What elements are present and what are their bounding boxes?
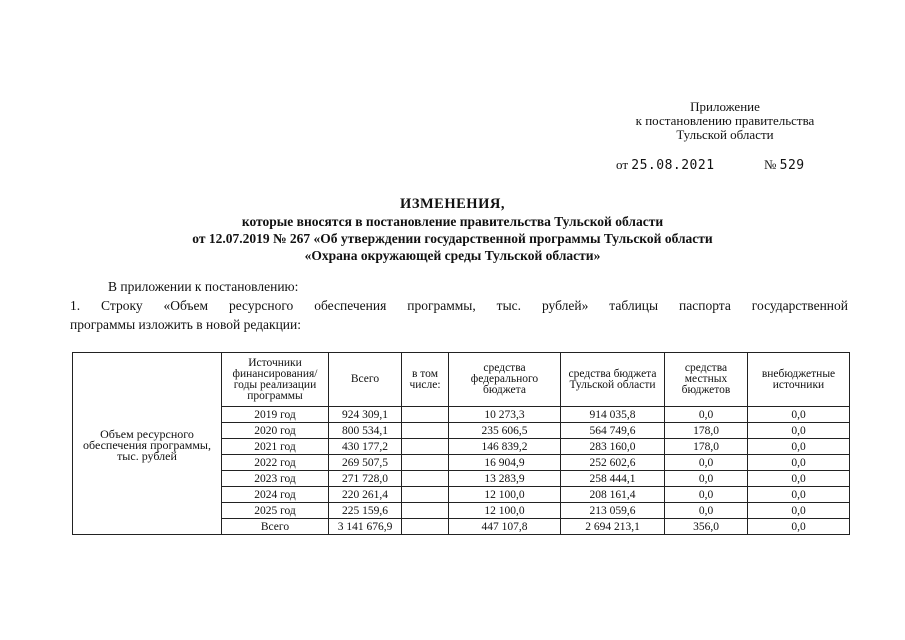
document-number-group [764,157,805,173]
federal-cell: 235 606,5 [449,423,561,439]
extra-cell: 0,0 [748,471,850,487]
regional-cell: 258 444,1 [561,471,665,487]
header-regional: средства бюджета Тульской области [561,353,665,407]
local-cell: 356,0 [665,519,748,535]
extra-cell: 0,0 [748,487,850,503]
regional-cell: 213 059,6 [561,503,665,519]
date-number-line [616,157,805,173]
document-title [40,196,865,264]
title-line-3: «Охрана окружающей среды Тульской области» [304,248,601,263]
federal-cell: 447 107,8 [449,519,561,535]
local-cell: 178,0 [665,423,748,439]
total-cell: 271 728,0 [329,471,402,487]
federal-cell: 12 100,0 [449,503,561,519]
including-cell [402,487,449,503]
total-cell: 3 141 676,9 [329,519,402,535]
extra-cell: 0,0 [748,407,850,423]
regional-cell: 914 035,8 [561,407,665,423]
local-cell: 0,0 [665,487,748,503]
document-number: 529 [779,158,805,173]
total-cell: 430 177,2 [329,439,402,455]
year-cell: 2025 год [222,503,329,519]
appendix-line-2: к постановлению правительства [635,113,815,128]
header-total: Всего [329,353,402,407]
local-cell: 178,0 [665,439,748,455]
local-cell: 0,0 [665,455,748,471]
federal-cell: 13 283,9 [449,471,561,487]
including-cell [402,471,449,487]
regional-cell: 2 694 213,1 [561,519,665,535]
extra-cell: 0,0 [748,423,850,439]
paragraph-intro: В приложении к постановлению: [108,279,299,294]
total-label-cell: Всего [222,519,329,535]
total-cell: 269 507,5 [329,455,402,471]
extra-cell: 0,0 [748,503,850,519]
regional-cell: 283 160,0 [561,439,665,455]
year-cell: 2020 год [222,423,329,439]
table-header-row [73,353,850,407]
including-cell [402,407,449,423]
title-line-2: от 12.07.2019 № 267 «Об утверждении государственной программы Тульской области [192,231,713,246]
extra-cell: 0,0 [748,455,850,471]
title-main: ИЗМЕНЕНИЯ, [400,196,505,212]
extra-cell: 0,0 [748,439,850,455]
local-cell: 0,0 [665,407,748,423]
year-cell: 2023 год [222,471,329,487]
including-cell [402,519,449,535]
regional-cell: 564 749,6 [561,423,665,439]
header-federal: средства федерального бюджета [449,353,561,407]
year-cell: 2024 год [222,487,329,503]
header-including: в том числе: [402,353,449,407]
paragraph-item-1: 1. Строку «Объем ресурсного обеспечения программы, тыс. рублей» таблицы паспорта государственной [70,298,848,313]
total-cell: 220 261,4 [329,487,402,503]
number-label: № [764,157,777,172]
federal-cell: 16 904,9 [449,455,561,471]
local-cell: 0,0 [665,471,748,487]
header-extra: внебюджетные источники [748,353,850,407]
financing-table [72,352,850,535]
total-cell: 800 534,1 [329,423,402,439]
local-cell: 0,0 [665,503,748,519]
including-cell [402,503,449,519]
title-line-1: которые вносятся в постановление правительства Тульской области [241,214,664,229]
extra-cell: 0,0 [748,519,850,535]
regional-cell: 208 161,4 [561,487,665,503]
including-cell [402,423,449,439]
including-cell [402,455,449,471]
paragraph-item-1-cont: программы изложить в новой редакции: [70,317,301,332]
federal-cell: 12 100,0 [449,487,561,503]
including-cell [402,439,449,455]
federal-cell: 146 839,2 [449,439,561,455]
header-sources: Источники финансирования/ годы реализации программы [222,353,329,407]
total-cell: 225 159,6 [329,503,402,519]
regional-cell: 252 602,6 [561,455,665,471]
document-date: 25.08.2021 [631,158,715,173]
year-cell: 2019 год [222,407,329,423]
year-cell: 2021 год [222,439,329,455]
total-cell: 924 309,1 [329,407,402,423]
date-from-label: от [616,157,629,172]
appendix-line-3: Тульской области [676,127,774,142]
resource-label-cell: Объем ресурсного обеспечения программы, тыс. рублей [73,353,222,535]
appendix-header [605,100,845,142]
year-cell: 2022 год [222,455,329,471]
appendix-line-1: Приложение [690,99,760,114]
header-local: средства местных бюджетов [665,353,748,407]
federal-cell: 10 273,3 [449,407,561,423]
